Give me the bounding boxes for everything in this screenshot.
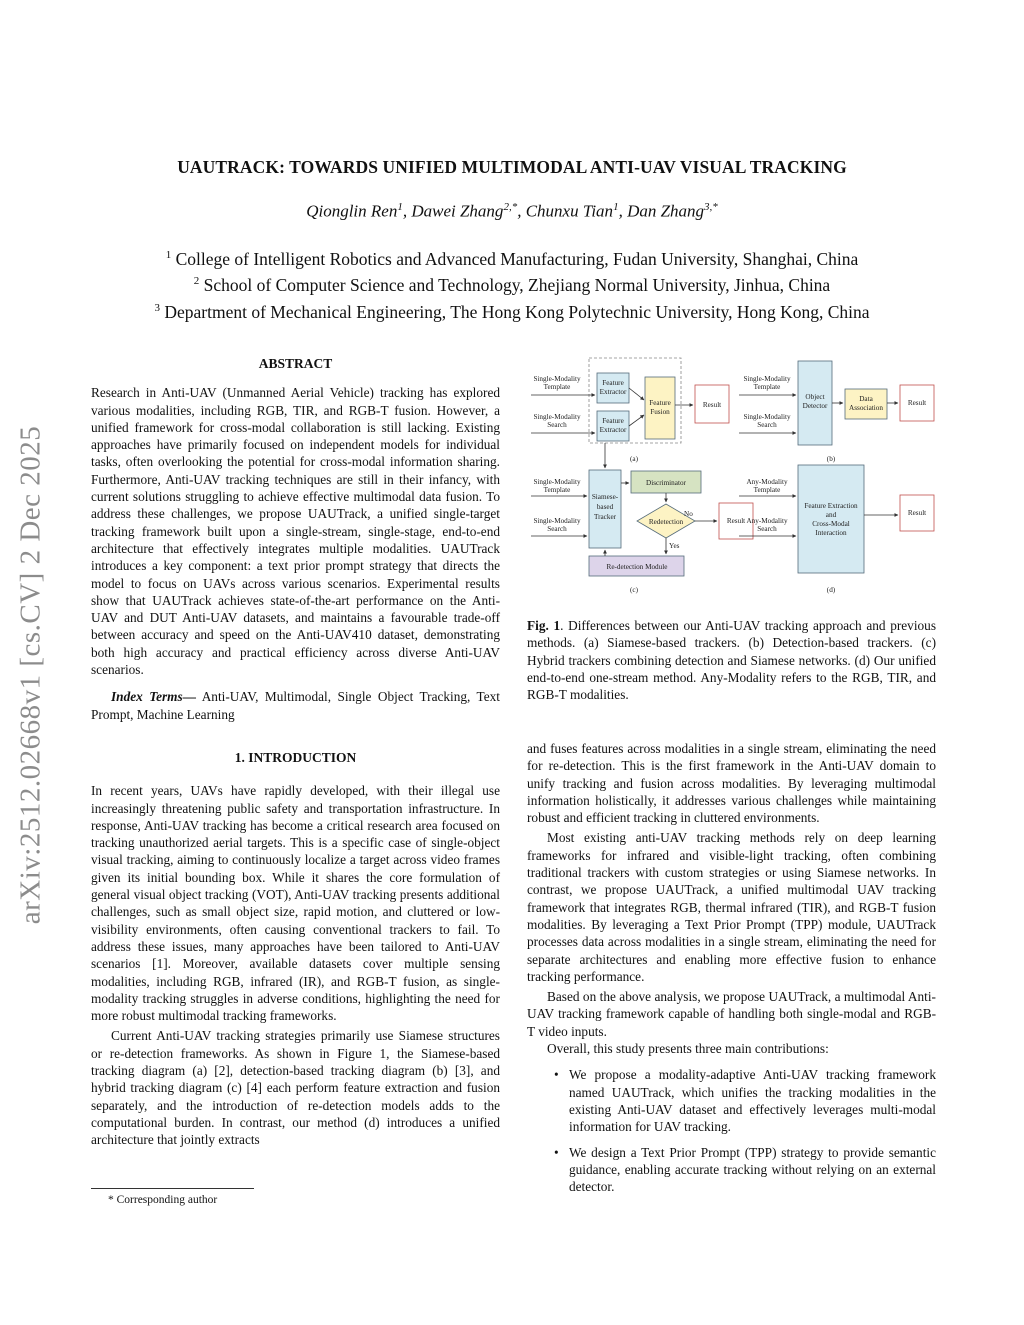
d-panel-label: (d): [826, 586, 836, 594]
b-panel-label: (b): [826, 455, 836, 463]
c-search-label: Single-Modality Search: [533, 517, 581, 533]
author-name: Qionglin Ren: [306, 201, 398, 221]
affiliation-text: College of Intelligent Robotics and Advanced Manufacturing, Fudan University, Shanghai, China: [175, 248, 859, 269]
author-name: Chunxu Tian: [525, 201, 614, 221]
index-terms-text: Anti-UAV, Multimodal, Single Object Tracking, Text Prompt, Machine Learning: [91, 689, 500, 722]
c-yes-label: Yes: [669, 542, 680, 550]
svg-text:FeatureExtractor: Feature Extractor: [599, 417, 627, 434]
b-search-label: Single-Modality Search: [743, 413, 791, 429]
c-template-label: Single-Modality Template: [533, 478, 581, 494]
affiliation-sup: 3: [154, 301, 160, 314]
affiliation: [0, 244, 1024, 270]
affiliation: [0, 297, 1024, 323]
author-sup: 1: [397, 201, 403, 213]
left-column: [91, 355, 500, 1148]
arxiv-id: arXiv:2512.02668v1 [cs.CV] 2 Dec 2025: [14, 425, 47, 925]
author-sup: 1: [613, 201, 619, 213]
svg-text:FeatureExtractor: Feature Extractor: [599, 379, 627, 396]
author-name: Dan Zhang: [627, 201, 705, 221]
affiliation-text: School of Computer Science and Technology, Zhejiang Normal University, Jinhua, China: [203, 275, 831, 296]
c-no-label: No: [684, 510, 693, 518]
bullet-icon: •: [554, 1144, 559, 1160]
figure-diagram: [527, 355, 939, 600]
caption-text: . Differences between our Anti-UAV tracking approach and previous methods. (a) Siamese-based trackers. (b) Detection-based trackers. (c) Hybrid trackers combining detection and Siamese networks. (d) Our unified end-to-end one-stream method. Any-Modality refers to the RGB, TIR, and RGB-T modalities.: [527, 618, 937, 703]
svg-text:Result: Result: [907, 399, 927, 407]
author-list: Qionglin Ren$^1$, Dawei Zhang$^{2,*}$, Chunxu Tian$^1$, Dan Zhang$^{3,*}$: [306, 201, 718, 221]
d-search-label: Any-Modality Search: [746, 517, 788, 533]
d-unified-block: [798, 465, 864, 573]
intro-paragraph: Current Anti-UAV tracking strategies primarily use Siamese structures or re-detection frameworks. As shown in Figure 1, the Siamese-based tracking diagram (a) [2], detection-based tracking diagram (b) [3], and hybrid tracking diagram (c) [4] each perform feature extraction and fusion separately, and the introduction of re-detection models adds to the computational burden. In contrast, our method (d) introduces a unified architecture that jointly extracts: [91, 1028, 500, 1148]
contribution-text: We design a Text Prior Prompt (TPP) strategy to provide semantic guidance, enabling accurate tracking without relying on an external detector.: [569, 1144, 936, 1195]
index-terms: [91, 688, 500, 723]
svg-text:Discriminator: Discriminator: [646, 479, 686, 487]
a-search-label: Single-Modality Search: [533, 413, 581, 429]
affiliation-text: Department of Mechanical Engineering, The Hong Kong Polytechnic University, Hong Kong, China: [164, 301, 870, 322]
svg-text:ObjectDetector: Object Detector: [802, 393, 828, 410]
abstract-heading: ABSTRACT: [258, 356, 333, 371]
contribution-item: [527, 1066, 936, 1135]
svg-text:Result: Result: [907, 509, 927, 517]
author-name: Dawei Zhang: [411, 201, 504, 221]
svg-text:Redetection: Redetection: [648, 518, 684, 526]
author-sup: 3,*: [704, 201, 718, 213]
intro-heading: 1. INTRODUCTION: [234, 749, 357, 765]
intro-paragraph: Based on the above analysis, we propose UAUTrack, a multimodal Anti-UAV tracking framework capable of handling both single-modal and RGB-T video inputs.: [527, 989, 936, 1039]
svg-text:FeatureFusion: Feature Fusion: [649, 399, 671, 416]
index-terms-label: Index Terms—: [111, 689, 196, 705]
c-panel-label: (c): [630, 586, 638, 594]
footnote: * Corresponding author: [108, 1194, 218, 1206]
paper-title: UAUTRACK: TOWARDS UNIFIED MULTIMODAL ANTI-UAV VISUAL TRACKING: [177, 157, 847, 177]
intro-paragraph: In recent years, UAVs have rapidly developed, with their illegal use increasingly threatening public safety and transportation infrastructure. In response, Anti-UAV tracking has become a critical research area focused on tracking unauthorized aerial targets. This is a specific case of single-object visual tracking, aiming to continuously localize a target across video frames given its initial bounding box. While it shares the core formulation of general visual object tracking (VOT), Anti-UAV tracking presents additional challenges, such as small object size, rapid motion, and cluttered or low-visibility environments, often causing conventional trackers to fail. To address these issues, many approaches have been tailored to Anti-UAV scenarios [1]. Moreover, available datasets cover multiple sensing modalities, including RGB, infrared (IR), and RGB-T fusion, as single-modality tracking struggles in adverse conditions, highlighting the need for more robust multimodal tracking frameworks.: [91, 783, 500, 1024]
affiliation-sup: 2: [193, 275, 200, 288]
figure-1: [527, 355, 939, 600]
d-template-label: Any-Modality Template: [746, 478, 788, 494]
contribution-item: [527, 1144, 936, 1196]
contribution-text: We propose a modality-adaptive Anti-UAV tracking framework named UAUTrack, which unifies the tracking modalities in the existing Anti-UAV dataset and effectively leverages multi-modal information for UAV tracking.: [569, 1067, 936, 1135]
svg-text:Feature ExtractionandCross-Mod: Feature Extraction and Cross-Modal Interaction: [804, 502, 858, 537]
figure-caption: [527, 617, 936, 703]
svg-text:Result: Result: [726, 517, 746, 525]
a-template-label: Single-Modality Template: [533, 375, 581, 391]
contribution-list: [527, 1066, 936, 1195]
svg-text:Siamese-basedTracker: Siamese-based Tracker: [591, 493, 619, 521]
svg-text:DataAssociation: Data Association: [849, 395, 883, 412]
footnote-rule: [91, 1188, 254, 1189]
arxiv-stamp: [14, 375, 48, 975]
bullet-icon: •: [554, 1067, 559, 1083]
affiliation: [0, 270, 1024, 296]
a-panel-label: (a): [630, 455, 638, 463]
abstract-text: Research in Anti-UAV (Unmanned Aerial Vehicle) tracking has explored various modalities, including RGB, TIR, and RGB-T fusion. However, a unified framework for cross-modal collaboration is still lacking. Existing approaches have primarily focused on independent models for individual tasks, often overlooking the potential for cross-modal information sharing. Furthermore, Anti-UAV tracking techniques are still in their infancy, with current solutions struggling to achieve effective multimodal data fusion. To address these challenges, we propose UAUTrack, a unified single-target tracking framework built upon a single-stream, single-stage, end-to-end architecture that effectively integrates multiple modalities. UAUTrack introduces a key component: a text prior prompt strategy that directs the model to focus on UAVs across various scenarios. Experimental results show that UAUTrack achieves state-of-the-art performance on the Anti-UAV and DUT Anti-UAV datasets, and maintains a favourable trade-off between accuracy and speed on the Anti-UAV410 dataset, demonstrating both high accuracy and practical efficiency across diverse Anti-UAV scenarios.: [91, 385, 500, 678]
intro-paragraph: and fuses features across modalities in a single stream, eliminating the need for re-detection. This is the first framework in the Anti-UAV domain to unify tracking and fusion across modalities. By leveraging multimodal information holistically, it addresses various challenges while maintaining robust and efficient tracking in cluttered environments.: [527, 741, 936, 826]
caption-label: Fig. 1: [527, 618, 561, 633]
svg-text:Re-detection Module: Re-detection Module: [606, 563, 668, 571]
affiliations: [0, 244, 1024, 323]
author-sup: 2,*: [503, 201, 518, 213]
right-column: [527, 740, 936, 1203]
intro-paragraph: Overall, this study presents three main contributions:: [547, 1041, 829, 1057]
intro-paragraph: Most existing anti-UAV tracking methods rely on deep learning frameworks for infrared and visible-light tracking, often combining traditional trackers with custom strategies or using Siamese networks. In contrast, we propose UAUTrack, a unified multimodal UAV tracking framework that integrates RGB, thermal infrared (TIR), and RGB-T fusion modalities. By leveraging a Text Prior Prompt (TPP) module, UAUTrack processes data across modalities in a single stream, eliminating the need for separate architectures and enabling more effective fusion to enhance tracking performance.: [527, 830, 936, 984]
b-template-label: Single-Modality Template: [743, 375, 791, 391]
affiliation-sup: 1: [165, 249, 172, 261]
svg-text:Result: Result: [702, 401, 722, 409]
